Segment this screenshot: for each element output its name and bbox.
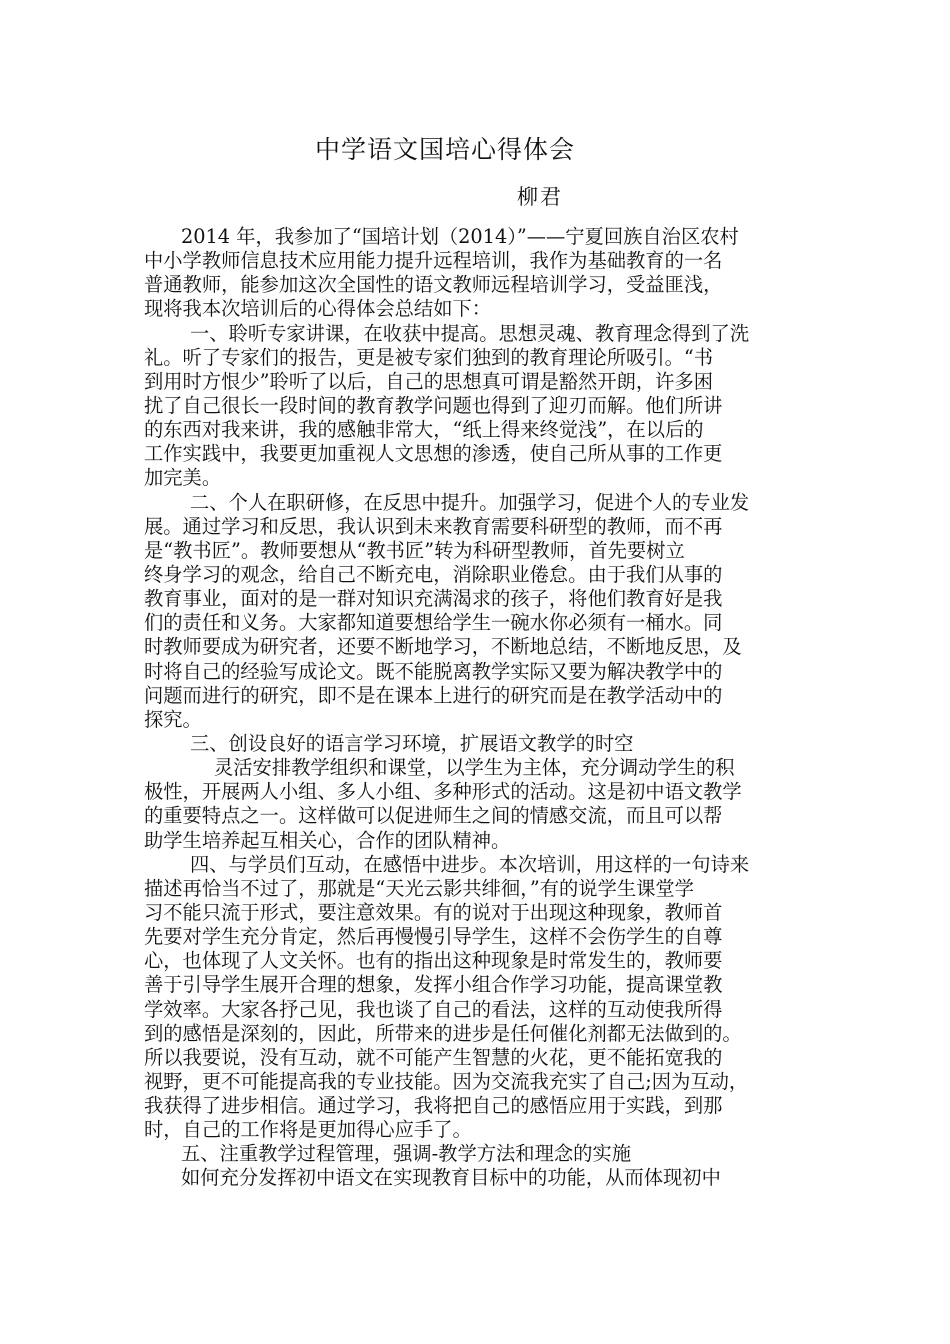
- text-line: 现将我本次培训后的心得体会总结如下：: [144, 297, 492, 321]
- text-line: 终身学习的观念，给自己不断充电，消除职业倦怠。由于我们从事的: [144, 562, 723, 586]
- text-line: 描述再恰当不过了，那就是“天光云影共绯徊，”有的说学生课堂学: [144, 876, 694, 900]
- text-line: 中小学教师信息技术应用能力提升远程培训，我作为基础教育的一名: [144, 249, 723, 273]
- text-line: 是“教书匠”。教师要想从“教书匠”转为科研型教师，首先要树立: [144, 538, 685, 562]
- text-line: 时教师要成为研究者，还要不断地学习，不断地总结，不断地反思，及: [144, 635, 742, 659]
- text-line: 2014 年，我参加了“国培计划（2014）”——宁夏回族自治区农村: [181, 225, 739, 248]
- text-line: 学效率。大家各抒己见，我也谈了自己的看法，这样的互动使我所得: [144, 997, 723, 1021]
- document-title: 中学语文国培心得体会: [314, 135, 575, 164]
- text-line: 先要对学生充分肯定，然后再慢慢引导学生，这样不会伤学生的自尊: [144, 925, 723, 949]
- text-line: 心，也体现了人文关怀。也有的指出这种现象是时常发生的，教师要: [144, 949, 723, 973]
- text-line: 探究。: [144, 707, 202, 731]
- text-line: 如何充分发挥初中语文在实现教育目标中的功能，从而体现初中: [181, 1166, 721, 1190]
- text-line: 加完美。: [144, 466, 222, 490]
- text-line: 视野，更不可能提高我的专业技能。因为交流我充实了自己;因为互动，: [144, 1069, 749, 1093]
- text-line: 到用时方恨少”聆听了以后，自己的思想真可谓是豁然开朗，许多困: [144, 369, 714, 393]
- text-line: 所以我要说，没有互动，就不可能产生智慧的火花，更不能拓宽我的: [144, 1045, 723, 1069]
- text-line: 普通教师，能参加这次全国性的语文教师远程培训学习，受益匪浅，: [144, 273, 723, 297]
- text-line: 们的责任和义务。大家都知道要想给学生一碗水你必须有一桶水。同: [144, 611, 723, 635]
- text-line: 极性，开展两人小组、多人小组、多种形式的活动。这是初中语文教学: [144, 780, 742, 804]
- text-line: 时，自己的工作将是更加得心应手了。: [144, 1118, 472, 1142]
- text-line: 善于引导学生展开合理的想象，发挥小组合作学习功能，提高课堂教: [144, 973, 723, 997]
- text-line: 扰了自己很长一段时间的教育教学问题也得到了迎刃而解。他们所讲: [144, 393, 723, 417]
- document-body: [144, 225, 810, 1191]
- text-line: 三、创设良好的语言学习环境，扩展语文教学的时空: [190, 731, 634, 755]
- text-line: 的重要特点之一。这样做可以促进师生之间的情感交流，而且可以帮: [144, 804, 723, 828]
- text-line: 助学生培养起互相关心，合作的团队精神。: [144, 828, 511, 852]
- text-line: 问题而进行的研究，即不是在课本上进行的研究而是在教学活动中的: [144, 683, 723, 707]
- text-line: 我获得了进步相信。通过学习，我将把自己的感悟应用于实践，到那: [144, 1094, 723, 1118]
- text-line: 一、聆听专家讲课，在收获中提高。思想灵魂、教育理念得到了洗: [190, 321, 750, 345]
- text-line: 工作实践中，我要更加重视人文思想的渗透，使自己所从事的工作更: [144, 442, 723, 466]
- text-line: 习不能只流于形式，要注意效果。有的说对于出现这种现象，教师首: [144, 900, 723, 924]
- document-author: 柳君: [517, 185, 563, 209]
- text-line: 的东西对我来讲，我的感触非常大，“纸上得来终觉浅”，在以后的: [144, 418, 704, 442]
- text-line: 礼。听了专家们的报告，更是被专家们独到的教育理论所吸引。“书: [144, 345, 714, 369]
- text-line: 四、与学员们互动，在感悟中进步。本次培训，用这样的一句诗来: [190, 852, 750, 876]
- text-line: 时将自己的经验写成论文。既不能脱离教学实际又要为解决教学中的: [144, 659, 723, 683]
- text-line: 二、个人在职研修，在反思中提升。加强学习，促进个人的专业发: [190, 490, 750, 514]
- text-line: 展。通过学习和反思，我认识到未来教育需要科研型的教师，而不再: [144, 514, 723, 538]
- text-line: 到的感悟是深刻的，因此，所带来的进步是任何催化剂都无法做到的。: [144, 1021, 742, 1045]
- text-line: 教育事业，面对的是一群对知识充满渴求的孩子，将他们教育好是我: [144, 587, 723, 611]
- text-line: 灵活安排教学组织和课堂，以学生为主体，充分调动学生的积: [214, 756, 735, 780]
- text-line: 五、注重教学过程管理，强调-教学方法和理念的实施: [181, 1142, 631, 1166]
